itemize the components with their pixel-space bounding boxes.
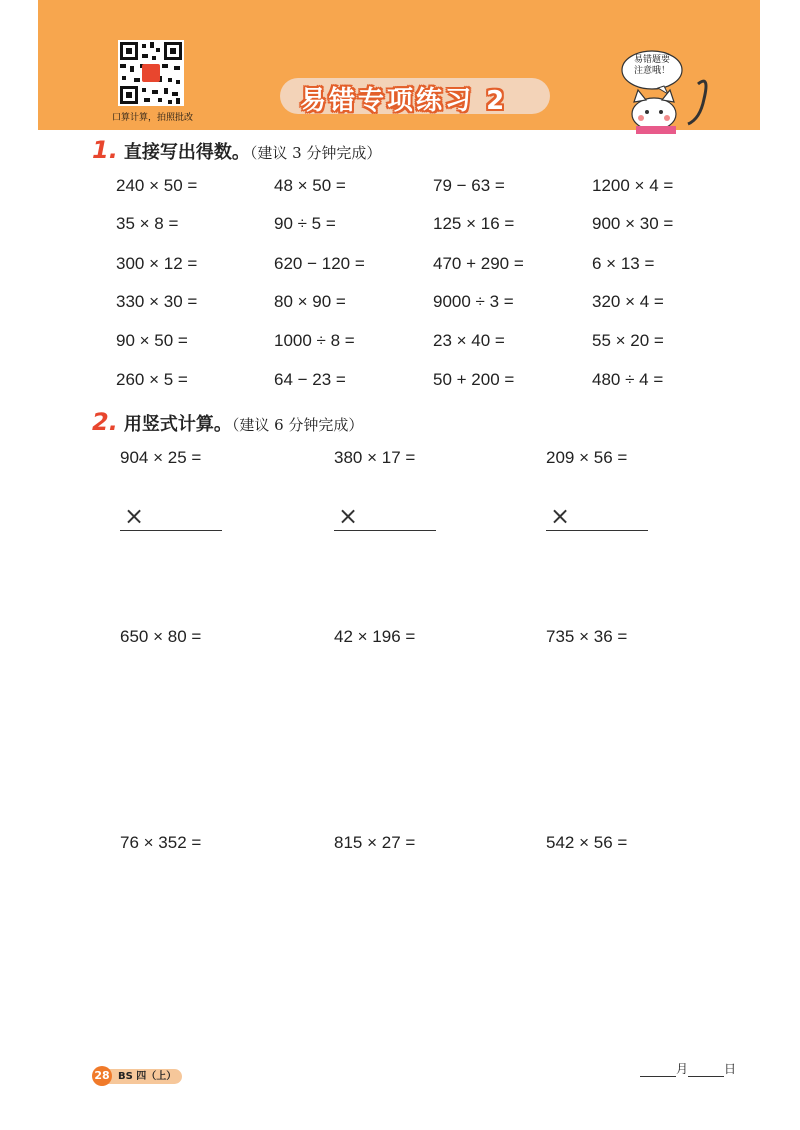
speech-bubble: 易错题要 注意哦！ (633, 55, 670, 76)
date-fields (640, 1060, 736, 1077)
vertical-problem: 76 × 352 = (120, 833, 202, 852)
day-label: 日 (724, 1062, 737, 1076)
problem-item: 9000 ÷ 3 = (433, 292, 514, 311)
section-2-heading: 2. 用竖式计算。（建议 6 分钟完成） (92, 408, 364, 436)
vertical-problem: 735 × 36 = (546, 627, 628, 646)
problem-item: 64 − 23 = (274, 370, 346, 389)
problem-item: 330 × 30 = (116, 292, 198, 311)
vertical-problem: 650 × 80 = (120, 627, 202, 646)
problem-item: 90 × 50 = (116, 331, 188, 350)
vertical-multiply-sign: × (338, 502, 359, 530)
problem-item: 90 ÷ 5 = (274, 214, 336, 233)
vertical-multiply-sign: × (124, 502, 145, 530)
problem-item: 470 + 290 = (433, 254, 524, 273)
problem-item: 260 × 5 = (116, 370, 188, 389)
vertical-problem: 815 × 27 = (334, 833, 416, 852)
vertical-calc-line (334, 530, 436, 531)
problem-item: 480 ÷ 4 = (592, 370, 664, 389)
problem-item: 125 × 16 = (433, 214, 515, 233)
problem-item: 900 × 30 = (592, 214, 674, 233)
problem-item: 23 × 40 = (433, 331, 505, 350)
section-1-heading: 1. 直接写出得数。（建议 3 分钟完成） (92, 136, 382, 164)
vertical-problem: 209 × 56 = (546, 448, 628, 467)
month-label: 月 (676, 1062, 689, 1076)
problem-item: 50 + 200 = (433, 370, 515, 389)
vertical-calc-line (546, 530, 648, 531)
vertical-problem: 904 × 25 = (120, 448, 202, 467)
problem-item: 320 × 4 = (592, 292, 664, 311)
day-blank[interactable] (688, 1064, 724, 1077)
qr-caption: 口算计算，拍照批改 (112, 113, 194, 123)
page-number: 28 (92, 1066, 112, 1086)
vertical-multiply-sign: × (550, 502, 571, 530)
month-blank[interactable] (640, 1064, 676, 1077)
problem-item: 79 − 63 = (433, 176, 505, 195)
problem-item: 1000 ÷ 8 = (274, 331, 355, 350)
page-title: 易错专项练习 2 (300, 86, 508, 116)
problem-item: 55 × 20 = (592, 331, 664, 350)
problem-item: 6 × 13 = (592, 254, 655, 273)
problem-item: 300 × 12 = (116, 254, 198, 273)
problem-item: 240 × 50 = (116, 176, 198, 195)
qr-code[interactable] (118, 40, 184, 106)
vertical-problem: 42 × 196 = (334, 627, 416, 646)
problem-item: 80 × 90 = (274, 292, 346, 311)
problem-item: 620 − 120 = (274, 254, 365, 273)
problem-item: 48 × 50 = (274, 176, 346, 195)
problem-item: 1200 × 4 = (592, 176, 674, 195)
vertical-problem: 380 × 17 = (334, 448, 416, 467)
edition-label: BS 四（上） (106, 1069, 182, 1084)
vertical-calc-line (120, 530, 222, 531)
vertical-problem: 542 × 56 = (546, 833, 628, 852)
problem-item: 35 × 8 = (116, 214, 179, 233)
